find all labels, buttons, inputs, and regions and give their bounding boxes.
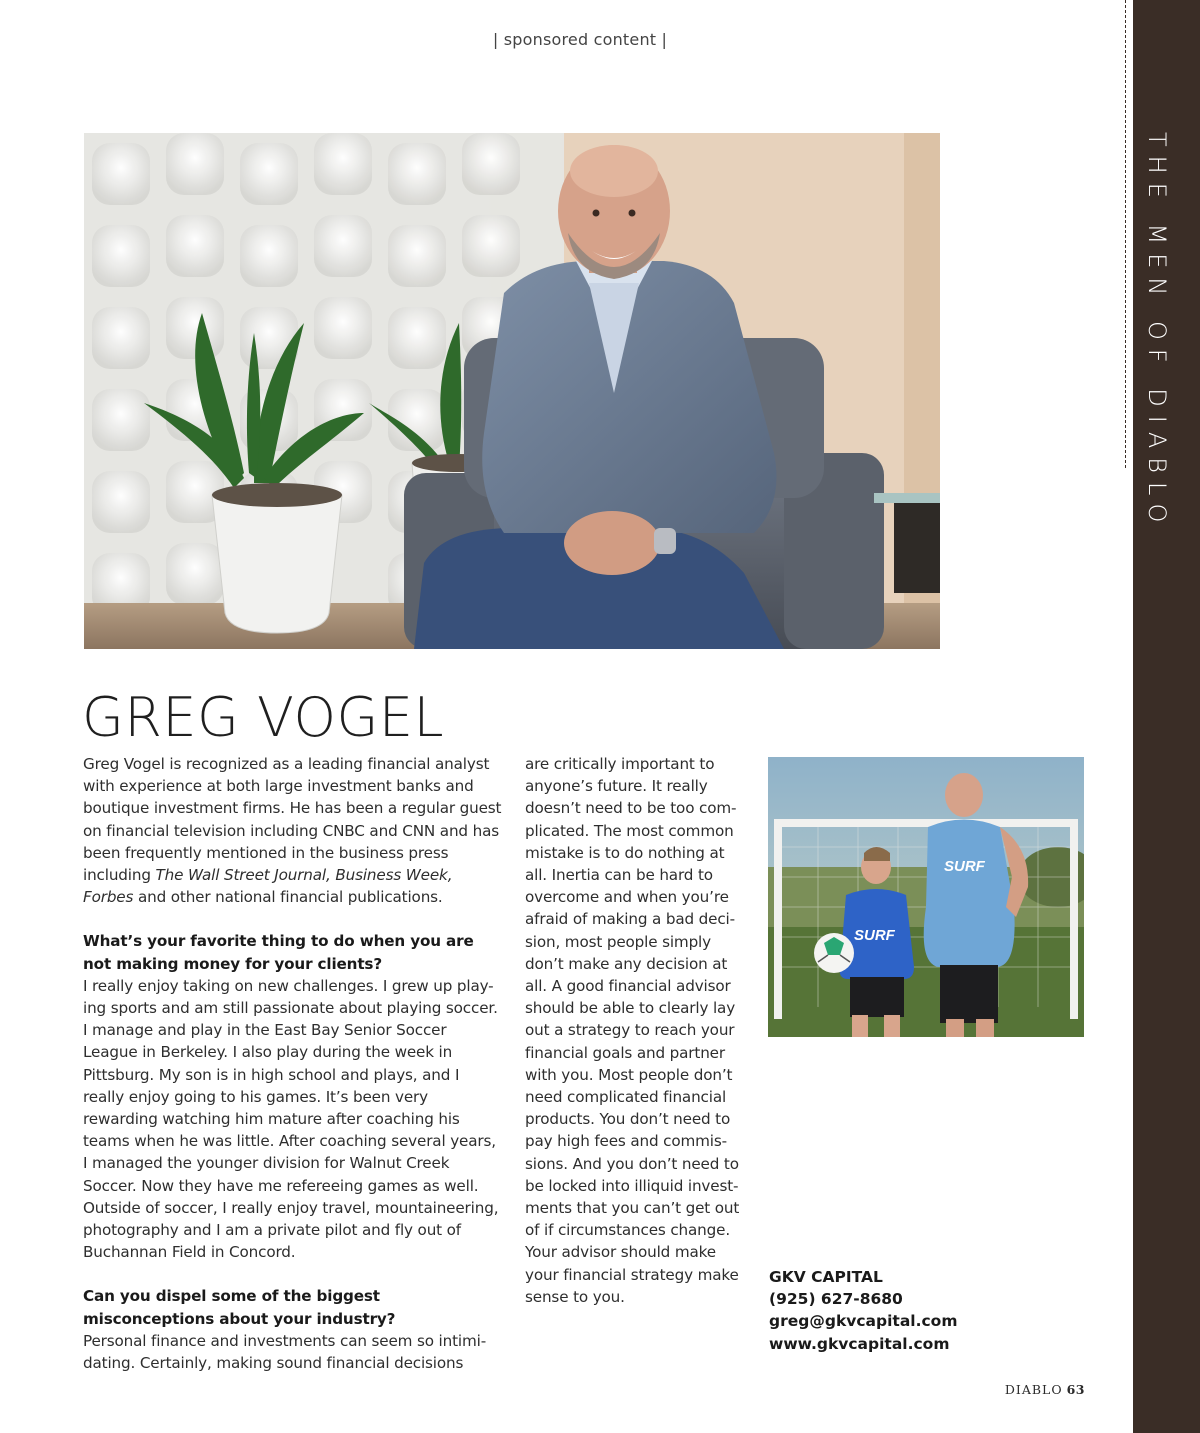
article-column-2 xyxy=(525,753,745,1308)
page-number: 63 xyxy=(1066,1382,1085,1397)
soccer-illustration xyxy=(768,757,1084,1037)
answer-1: I really enjoy taking on new challenges. I grew up play-ing sports and am still passionate about playing soccer. I manage and play in the East Bay Senior Soccer League in Berkeley. I also play during the week in Pittsburg. My son is in high school and plays, and I really enjoy going to his games. It’s been very rewarding watching him mature after coaching his teams when he was little. After coaching several years, I managed the younger division for Walnut Creek Soccer. Now they have me refereeing games as well. Outside of soccer, I really enjoy travel, mountaineering, photography and I am a private pilot and fly out of Buchannan Field in Concord. xyxy=(83,976,499,1262)
contact-block xyxy=(769,1266,957,1355)
portrait-photo xyxy=(84,133,940,649)
sidebar-dashed-rule xyxy=(1125,0,1126,468)
magazine-name: DIABLO xyxy=(1004,1382,1063,1397)
answer-2-part-2: are critically important to anyone’s future. It really doesn’t need to be too com-plicated. The most common mistake is to do nothing at all. Inertia can be hard to overcome and when you’re afraid of making a bad deci-sion, most people simply don’t make any decision at all. A good financial advisor should be able to clearly lay out a strategy to reach your financial goals and partner with you. Most people don’t need complicated financial products. You don’t need to pay high fees and commis-sions. And you don’t need to be locked into illiquid invest-ments that you can’t get out of if circumstances change. Your advisor should make your financial strategy make sense to you. xyxy=(525,755,740,1306)
email-link[interactable]: greg@gkvcapital.com xyxy=(769,1312,958,1331)
article-title: GREG VOGEL xyxy=(82,686,445,749)
intro-paragraph xyxy=(83,753,503,908)
article-column-1 xyxy=(83,753,503,1374)
question-2: Can you dispel some of the biggest misconceptions about your industry? xyxy=(83,1287,396,1328)
boy-shirt-logo: SURF xyxy=(854,927,895,944)
answer-2-part-1: Personal finance and investments can seem so intimi-dating. Certainly, making sound financial decisions xyxy=(83,1331,487,1373)
company-name: GKV CAPITAL xyxy=(769,1268,883,1286)
man-shirt-logo: SURF xyxy=(944,858,985,875)
portrait-illustration xyxy=(84,133,940,649)
intro-publications: The Wall Street Journal, Business Week, Forbes xyxy=(83,866,453,907)
soccer-photo xyxy=(768,757,1084,1037)
question-1: What’s your favorite thing to do when you are not making money for your clients? xyxy=(83,932,474,973)
sponsored-content-label: | sponsored content | xyxy=(492,30,668,49)
intro-text: Greg Vogel is recognized as a leading financial analyst with experience at both large investment banks and boutique investment firms. He has been a regular guest on financial television including CNBC and CNN and has been frequently mentioned in the business press including xyxy=(83,755,502,885)
section-label: THE MEN OF DIABLO xyxy=(1143,132,1171,532)
phone-number[interactable]: (925) 627-8680 xyxy=(769,1290,903,1309)
page-folio xyxy=(960,1382,1085,1397)
intro-text-end: and other national financial publications. xyxy=(133,888,443,907)
website-link[interactable]: www.gkvcapital.com xyxy=(769,1334,950,1353)
